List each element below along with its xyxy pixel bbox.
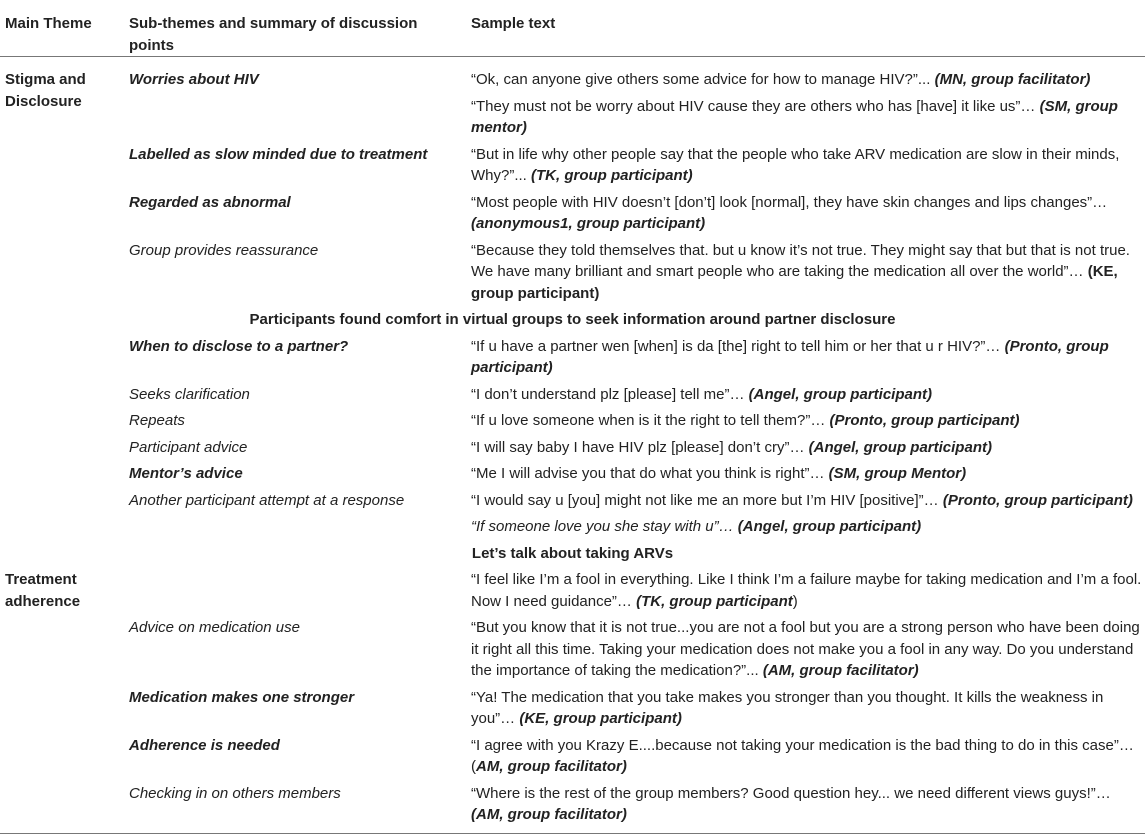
subtheme: Checking in on others members: [129, 784, 341, 802]
quote: “I would say u [you] might not like me an more but I’m HIV [positive]”…: [471, 491, 939, 509]
sample-text: [466, 781, 1145, 829]
attribution: (KE, group participant): [471, 263, 1118, 302]
sample-text: [466, 334, 1145, 382]
section-row: [0, 541, 1145, 568]
sample-text: [466, 685, 1145, 733]
quote: “I agree with you Krazy E....because not taking your medication is the bad thing to do in this case”… (: [471, 736, 1134, 775]
quote: “Me I will advise you that do what you think is right”…: [471, 465, 825, 482]
table-row: [0, 615, 1145, 685]
subtheme: Worries about HIV: [129, 71, 259, 88]
quote: “Ok, can anyone give others some advice for how to manage HIV?”...: [471, 71, 931, 88]
header-sample-text: Sample text: [471, 15, 556, 32]
quote: “If u love someone when is it the right to tell them?”…: [471, 412, 826, 429]
attribution-close: ): [792, 592, 798, 610]
attribution: (MN, group facilitator): [934, 71, 1091, 88]
table-header-row: [0, 0, 1145, 57]
header-sub-themes: Sub-themes and summary of discussion points: [129, 15, 418, 54]
subtheme: Group provides reassurance: [129, 241, 319, 259]
sample-text: [466, 190, 1145, 238]
sample-text: [466, 94, 1145, 142]
table-row: [0, 142, 1145, 190]
table-row: [0, 238, 1145, 308]
table-row: [0, 382, 1145, 409]
quote: “If u have a partner wen [when] is da [the] right to tell him or her that u r HIV?”…: [471, 337, 1001, 355]
attribution: AM, group facilitator): [476, 758, 627, 775]
quote: “I feel like I’m a fool in everything. Like I think I’m a failure maybe for taking medication and I’m a fool. Now I need guidance”…: [471, 571, 1142, 610]
sample-text: [466, 488, 1145, 515]
table-row: [0, 94, 1145, 142]
sample-text: [466, 567, 1145, 615]
theme-stigma: Stigma and Disclosure: [5, 71, 86, 110]
table-row: [0, 408, 1145, 435]
quote: “Because they told themselves that. but u know it’s not true. They might say that but that is not true. We have many brilliant and smart people who are taking the medication all over the world”…: [471, 241, 1130, 280]
quote: “If someone love you she stay with u”…: [471, 518, 734, 535]
quote: “I will say baby I have HIV plz [please] don’t cry”…: [471, 438, 805, 456]
quote: “But you know that it is not true...you are not a fool but you are a strong person who have been doing it right all this time. Taking your medication does not make you a fool in any way. Do you understand the importance of taking the medication?”...: [471, 619, 1140, 679]
attribution: (KE, group participant): [519, 710, 682, 727]
sample-text: [466, 461, 1145, 488]
attribution: (Pronto, group participant): [829, 412, 1020, 429]
attribution: (SM, group Mentor): [828, 465, 967, 482]
attribution: (Pronto, group participant): [471, 337, 1109, 376]
subtheme: Mentor’s advice: [129, 465, 243, 482]
table-row: [0, 57, 1145, 94]
header-main-theme: Main Theme: [5, 15, 92, 32]
table-row: [0, 567, 1145, 615]
subtheme: [124, 567, 466, 615]
table-row: [0, 435, 1145, 462]
section-heading-arvs: Let’s talk about taking ARVs: [471, 544, 674, 562]
subtheme: Participant advice: [129, 438, 248, 456]
subtheme: Adherence is needed: [129, 736, 280, 754]
table-row: [0, 334, 1145, 382]
quote: “Ya! The medication that you take makes you stronger than you thought. It kills the weakness in you”…: [471, 688, 1104, 727]
subtheme: Another participant attempt at a response: [129, 491, 405, 509]
subtheme: Regarded as abnormal: [129, 193, 291, 211]
section-heading-partner: Participants found comfort in virtual groups to seek information around partner disclosure: [249, 311, 896, 328]
sample-text: [466, 238, 1145, 308]
attribution: (Angel, group participant): [737, 518, 922, 535]
table-row: [0, 514, 1145, 541]
subtheme: Advice on medication use: [129, 619, 300, 636]
sample-text: [466, 615, 1145, 685]
subtheme: [124, 94, 466, 142]
attribution: (AM, group facilitator): [471, 806, 627, 823]
table-row: [0, 685, 1145, 733]
quote: “But in life why other people say that the people who take ARV medication are slow in their minds, Why?”...: [471, 145, 1120, 184]
sample-text: [466, 142, 1145, 190]
table-bottom-rule: [0, 833, 1145, 834]
sample-text: [466, 382, 1145, 409]
sample-text: [466, 733, 1145, 781]
theme-treatment: Treatment adherence: [5, 571, 81, 610]
table-row: [0, 190, 1145, 238]
attribution: (TK, group participant: [636, 592, 793, 610]
table-row: [0, 461, 1145, 488]
attribution: (anonymous1, group participant): [471, 215, 706, 232]
subtheme: Repeats: [129, 412, 185, 429]
subtheme: [124, 514, 466, 541]
subtheme: Labelled as slow minded due to treatment: [129, 145, 428, 163]
attribution: (Pronto, group participant): [942, 491, 1133, 509]
quote: “They must not be worry about HIV cause they are others who has [have] it like us”…: [471, 97, 1036, 115]
section-row: [0, 307, 1145, 334]
table-row: [0, 488, 1145, 515]
sample-text: [466, 408, 1145, 435]
sample-text: [466, 57, 1145, 94]
attribution: (Angel, group participant): [748, 385, 932, 403]
attribution: (SM, group mentor): [471, 97, 1118, 136]
quote: “Most people with HIV doesn’t [don’t] look [normal], they have skin changes and lips changes”…: [471, 193, 1108, 211]
table-row: [0, 781, 1145, 829]
subtheme: Medication makes one stronger: [129, 688, 355, 706]
sample-text: [466, 514, 1145, 541]
table-row: [0, 733, 1145, 781]
quote: “Where is the rest of the group members? Good question hey... we need different views guys!”…: [471, 784, 1111, 802]
attribution: (Angel, group participant): [808, 438, 992, 456]
subtheme: When to disclose to a partner?: [129, 337, 349, 355]
quote: “I don’t understand plz [please] tell me”…: [471, 385, 745, 403]
attribution: (TK, group participant): [531, 167, 693, 184]
attribution: (AM, group facilitator): [762, 662, 919, 679]
subtheme: Seeks clarification: [129, 385, 250, 403]
sample-text: [466, 435, 1145, 462]
